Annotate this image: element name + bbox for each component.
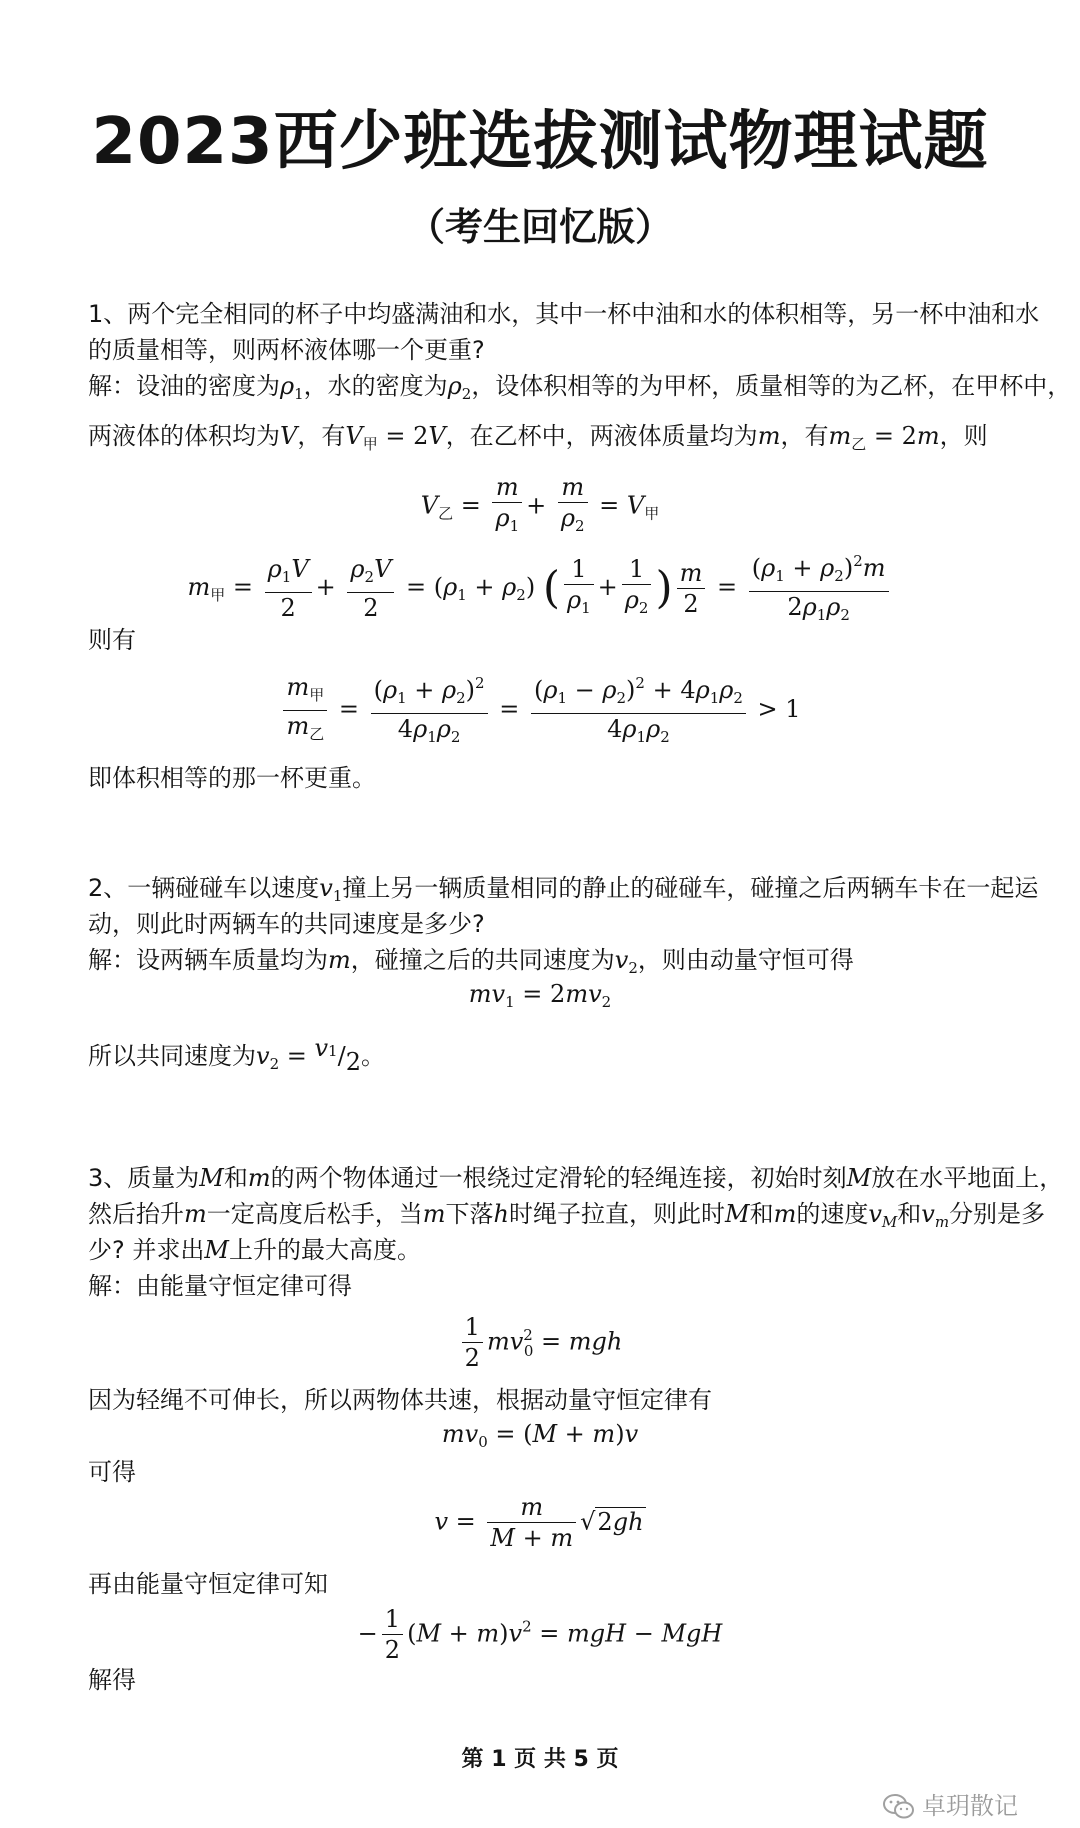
q2-conclusion: 所以共同速度为$v_2 = v^1/2$。 bbox=[88, 1034, 385, 1076]
q3-solution-line5: 解得 bbox=[88, 1666, 136, 1694]
q2-text-line1: 2、一辆碰碰车以速度$v_1$撞上另一辆质量相同的静止的碰碰车，碰撞之后两辆车卡在一起运 bbox=[88, 874, 1039, 905]
page-footer: 第 1 页 共 5 页 bbox=[461, 1747, 619, 1772]
q1-solution-line2: 两液体的体积均为V，有$V_甲 = 2V$，在乙杯中，两液体质量均为m，有$m_乙 = 2m$，则 bbox=[88, 422, 988, 453]
q3-equation-momentum: $mv_0 = (M + m)v$ bbox=[441, 1420, 639, 1451]
q1-then-label: 则有 bbox=[88, 626, 136, 654]
q1-solution-line1: 解：设油的密度为$\rho_1$，水的密度为$\rho_2$，设体积相等的为甲杯，质量相等的为乙杯，在甲杯中， bbox=[88, 372, 1072, 403]
q1-text-line2: 的质量相等，则两杯液体哪一个更重? bbox=[88, 336, 485, 364]
q3-solution-line3: 可得 bbox=[88, 1458, 136, 1486]
q2-solution-line1: 解：设两辆车质量均为m，碰撞之后的共同速度为$v_2$，则由动量守恒可得 bbox=[88, 946, 854, 977]
q3-solution-line1: 解：由能量守恒定律可得 bbox=[88, 1272, 352, 1300]
q1-text-line1: 1、两个完全相同的杯子中均盛满油和水，其中一杯中油和水的体积相等，另一杯中油和水 bbox=[88, 300, 1040, 328]
q3-solution-line2: 因为轻绳不可伸长，所以两物体共速，根据动量守恒定律有 bbox=[88, 1386, 712, 1414]
page-subtitle: （考生回忆版） bbox=[406, 205, 673, 249]
q3-solution-line4: 再由能量守恒定律可知 bbox=[88, 1570, 328, 1598]
q1-conclusion: 即体积相等的那一杯更重。 bbox=[88, 764, 376, 792]
q3-equation-energy: $\frac{1}{2}$ $mv^2_0$ = mgh bbox=[0, 1312, 1080, 1373]
page-title: 2023西少班选拔测试物理试题 bbox=[91, 105, 989, 179]
watermark-text: 卓玥散记 bbox=[922, 1792, 1018, 1820]
wechat-icon bbox=[882, 1793, 916, 1821]
q1-equation-mass: $m_甲$ = $\frac{\rho_1V}{2}$ + $\frac{\rho_2V}{2}$ = $(\rho_1 + \rho_2)$ ( $\frac{1}{\rho_1}$ + $\frac{1}{\rho_2}$ ) $\frac{m}{2}$ = $\frac{(\rho_1 + \rho_2)^2m}{2\rho_1\rho_2}$ bbox=[0, 546, 1080, 630]
q3-equation-velocity: v = $\frac{m}{M + m}$ √2gh bbox=[434, 1493, 644, 1552]
q3-text-line1: 3、质量为M和m的两个物体通过一根绕过定滑轮的轻绳连接，初始时刻M放在水平地面上， bbox=[88, 1164, 1064, 1192]
watermark bbox=[882, 1786, 1018, 1821]
q3-text-line2: 然后抬升m一定高度后松手，当m下落h时绳子拉直，则此时M和m的速度$v_M$和$v_m$分别是多 bbox=[88, 1200, 1046, 1231]
q3-equation-energy2: − $\frac{1}{2}$ $(M + m)v^2$ = mgH − MgH bbox=[357, 1605, 723, 1664]
q1-equation-ratio: $\frac{m_甲}{m_乙}$ = $\frac{(\rho_1 + \rho_2)^2}{4\rho_1\rho_2}$ = $\frac{(\rho_1 - \rho_2)^2 + 4\rho_1\rho_2}{4\rho_1\rho_2}$ > 1 bbox=[0, 668, 1080, 752]
q2-text-line2: 动，则此时两辆车的共同速度是多少? bbox=[88, 910, 485, 938]
q1-equation-volume: $V_乙$ = $\frac{m}{\rho_1}$ + $\frac{m}{\rho_2}$ = $V_甲$ bbox=[420, 473, 660, 535]
q2-equation-momentum: $mv_1 = 2mv_2$ bbox=[468, 980, 612, 1011]
q3-text-line3: 少? 并求出M上升的最大高度。 bbox=[88, 1236, 421, 1264]
